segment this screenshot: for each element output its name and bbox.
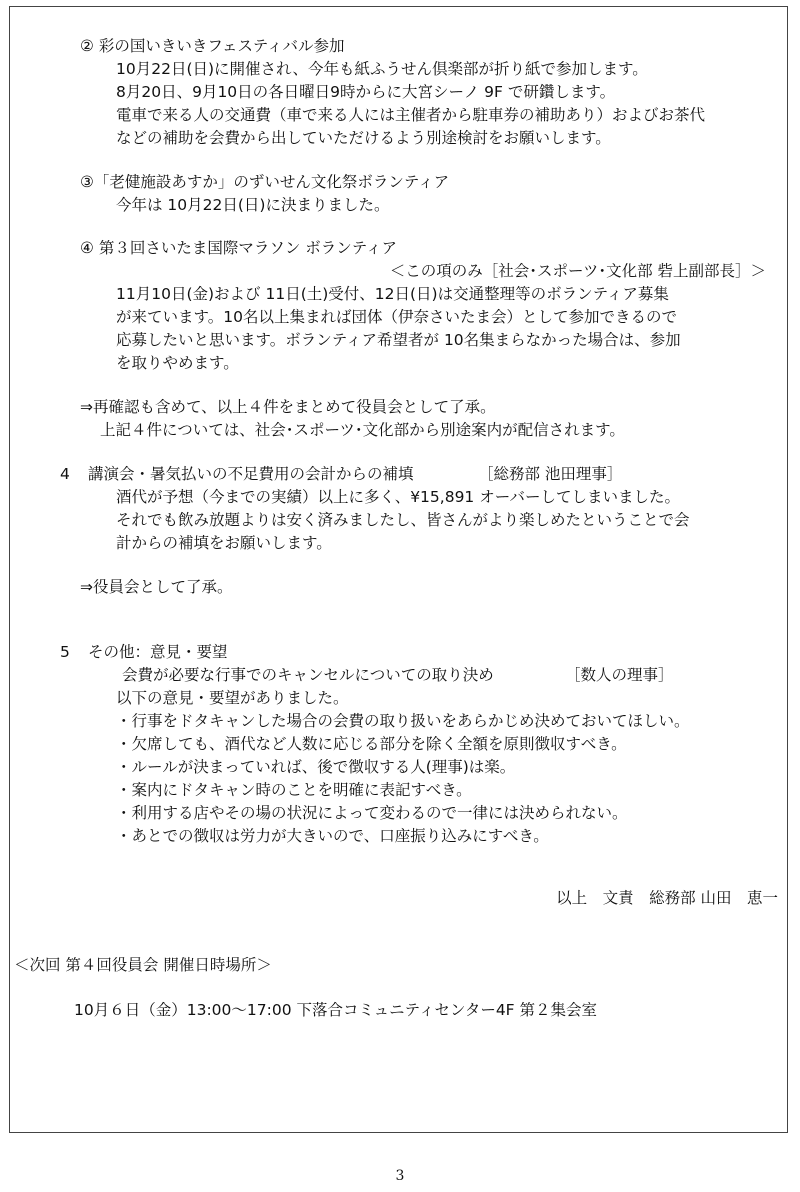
item3-heading: ③「老健施設あすか」のずいせん文化祭ボランティア — [80, 173, 450, 191]
item4-note: ＜この項のみ［社会･スポーツ･文化部 砦上副部長］＞ — [389, 262, 766, 280]
item2-line: 10月22日(日)に開催され、今年も紙ふうせん倶楽部が折り紙で参加します。 — [116, 60, 648, 78]
item2-line: 電車で来る人の交通費（車で来る人には主催者から駐車券の補助あり）およびお茶代 — [116, 106, 706, 124]
item4-line: を取りやめます。 — [116, 354, 239, 372]
section5-bullet: ・あとでの徴収は労力が大きいので、口座振り込みにすべき。 — [116, 827, 549, 845]
item4-line: 応募したいと思います。ボランティア希望者が 10名集まらなかった場合は、参加 — [116, 331, 681, 349]
page-number: 3 — [395, 1168, 405, 1184]
section5-bullet: ・行事をドタキャンした場合の会費の取り扱いをあらかじめ決めておいてほしい。 — [116, 712, 690, 730]
section5-title: その他：意見・要望 — [88, 643, 228, 661]
section5-number: 5 — [60, 643, 70, 661]
item2-line: 8月20日、9月10日の各日曜日9時からに大宮シーノ 9F で研鑽します。 — [116, 83, 616, 101]
item2-line: などの補助を会費から出していただけるよう別途検討をお願いします。 — [116, 129, 611, 147]
section4-number: 4 — [60, 465, 70, 483]
next-meeting-detail: 10月６日（金）13:00～17:00 下落合コミュニティセンター4F 第２集会室 — [74, 1001, 598, 1019]
section5-bullet: ・利用する店やその場の状況によって変わるので一律には決められない。 — [116, 804, 628, 822]
section5-intro: 以下の意見・要望がありました。 — [116, 689, 349, 707]
section5-responsible: ［数人の理事］ — [565, 666, 674, 684]
conclusion-line: 上記４件については、社会･スポーツ･文化部から別途案内が配信されます。 — [100, 421, 625, 439]
section4-responsible: ［総務部 池田理事］ — [478, 465, 623, 483]
item4-line: が来ています。10名以上集まれば団体（伊奈さいたま会）として参加できるので — [116, 308, 677, 326]
signature: 以上 文責 総務部 山田 恵一 — [556, 889, 778, 907]
section5-subtitle: 会費が必要な行事でのキャンセルについての取り決め — [122, 666, 494, 684]
section4-title: 講演会・暑気払いの不足費用の会計からの補填 — [88, 465, 414, 483]
item2-heading: ② 彩の国いきいきフェスティバル参加 — [80, 37, 345, 55]
section4-line: それでも飲み放題よりは安く済みましたし、皆さんがより楽しめたということで会 — [116, 511, 690, 529]
item3-line: 今年は 10月22日(日)に決まりました。 — [116, 196, 390, 214]
section4-line: 酒代が予想（今までの実績）以上に多く、¥15,891 オーバーしてしまいました。 — [116, 488, 680, 506]
next-meeting-heading: ＜次回 第４回役員会 開催日時場所＞ — [14, 956, 272, 974]
section5-bullet: ・案内にドタキャン時のことを明確に表記すべき。 — [116, 781, 472, 799]
section5-bullet: ・欠席しても、酒代など人数に応じる部分を除く全額を原則徴収すべき。 — [116, 735, 627, 753]
conclusion-line: ⇒再確認も含めて、以上４件をまとめて役員会として了承。 — [80, 398, 496, 416]
section4-conclusion: ⇒役員会として了承。 — [80, 578, 233, 596]
item4-heading: ④ 第３回さいたま国際マラソン ボランティア — [80, 239, 398, 257]
section4-line: 計からの補填をお願いします。 — [116, 534, 332, 552]
item4-line: 11月10日(金)および 11日(土)受付、12日(日)は交通整理等のボランティア募集 — [116, 285, 669, 303]
section5-bullet: ・ルールが決まっていれば、後で徴収する人(理事)は楽。 — [116, 758, 516, 776]
